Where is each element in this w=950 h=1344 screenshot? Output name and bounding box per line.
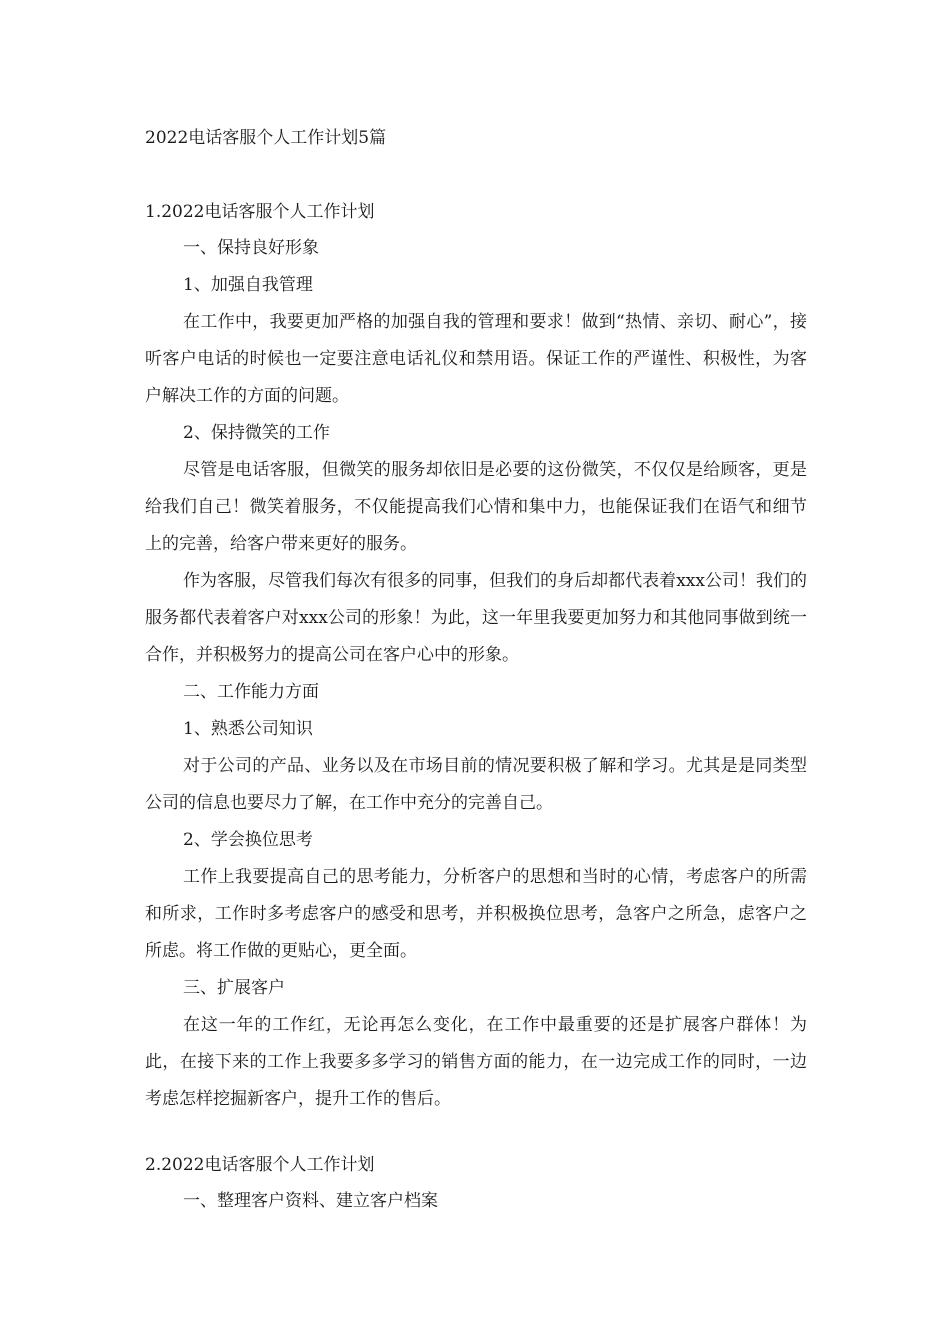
paragraph-1-7: 二、工作能力方面 [183, 682, 319, 702]
section-heading-2: 2.2022电话客服个人工作计划 [145, 1155, 375, 1175]
paragraph-1-11: 工作上我要提高自己的思考能力，分析客户的思想和当时的心情，考虑客户的所需和所求，工作时多考虑客户的感受和思考，并积极换位思考，急客户之所急，虑客户之所虑。将工作做的更贴心，更全面。 [145, 867, 807, 961]
paragraph-1-4: 2、保持微笑的工作 [183, 423, 330, 443]
paragraph-1-2: 1、加强自我管理 [183, 275, 313, 295]
paragraph-1-3: 在工作中，我要更加严格的加强自我的管理和要求！做到“热情、亲切、耐心”，接听客户电话的时候也一定要注意电话礼仪和禁用语。保证工作的严谨性、积极性，为客户解决工作的方面的问题。 [145, 312, 807, 406]
section-body-2 [145, 1183, 807, 1220]
section-body-1 [145, 230, 807, 1118]
paragraph-1-1: 一、保持良好形象 [183, 238, 319, 258]
paragraph-1-10: 2、学会换位思考 [183, 830, 313, 850]
paragraph-1-8: 1、熟悉公司知识 [183, 719, 313, 739]
paragraph-1-12: 三、扩展客户 [183, 978, 285, 998]
document-title: 2022电话客服个人工作计划5篇 [145, 128, 387, 148]
paragraph-1-6: 作为客服，尽管我们每次有很多的同事，但我们的身后却都代表着xxx公司！我们的服务都代表着客户对xxx公司的形象！为此，这一年里我要更加努力和其他同事做到统一合作，并积极努力的提高公司在客户心中的形象。 [145, 571, 807, 665]
paragraph-2-1: 一、整理客户资料、建立客户档案 [183, 1191, 438, 1211]
paragraph-1-5: 尽管是电话客服，但微笑的服务却依旧是必要的这份微笑，不仅仅是给顾客，更是给我们自己！微笑着服务，不仅能提高我们心情和集中力，也能保证我们在语气和细节上的完善，给客户带来更好的服务。 [145, 460, 807, 554]
paragraph-1-13: 在这一年的工作红，无论再怎么变化，在工作中最重要的还是扩展客户群体！为此，在接下来的工作上我要多多学习的销售方面的能力，在一边完成工作的同时，一边考虑怎样挖掘新客户，提升工作的售后。 [145, 1015, 807, 1109]
paragraph-1-9: 对于公司的产品、业务以及在市场目前的情况要积极了解和学习。尤其是是同类型公司的信息也要尽力了解，在工作中充分的完善自己。 [145, 756, 807, 813]
section-heading-1: 1.2022电话客服个人工作计划 [145, 202, 375, 222]
